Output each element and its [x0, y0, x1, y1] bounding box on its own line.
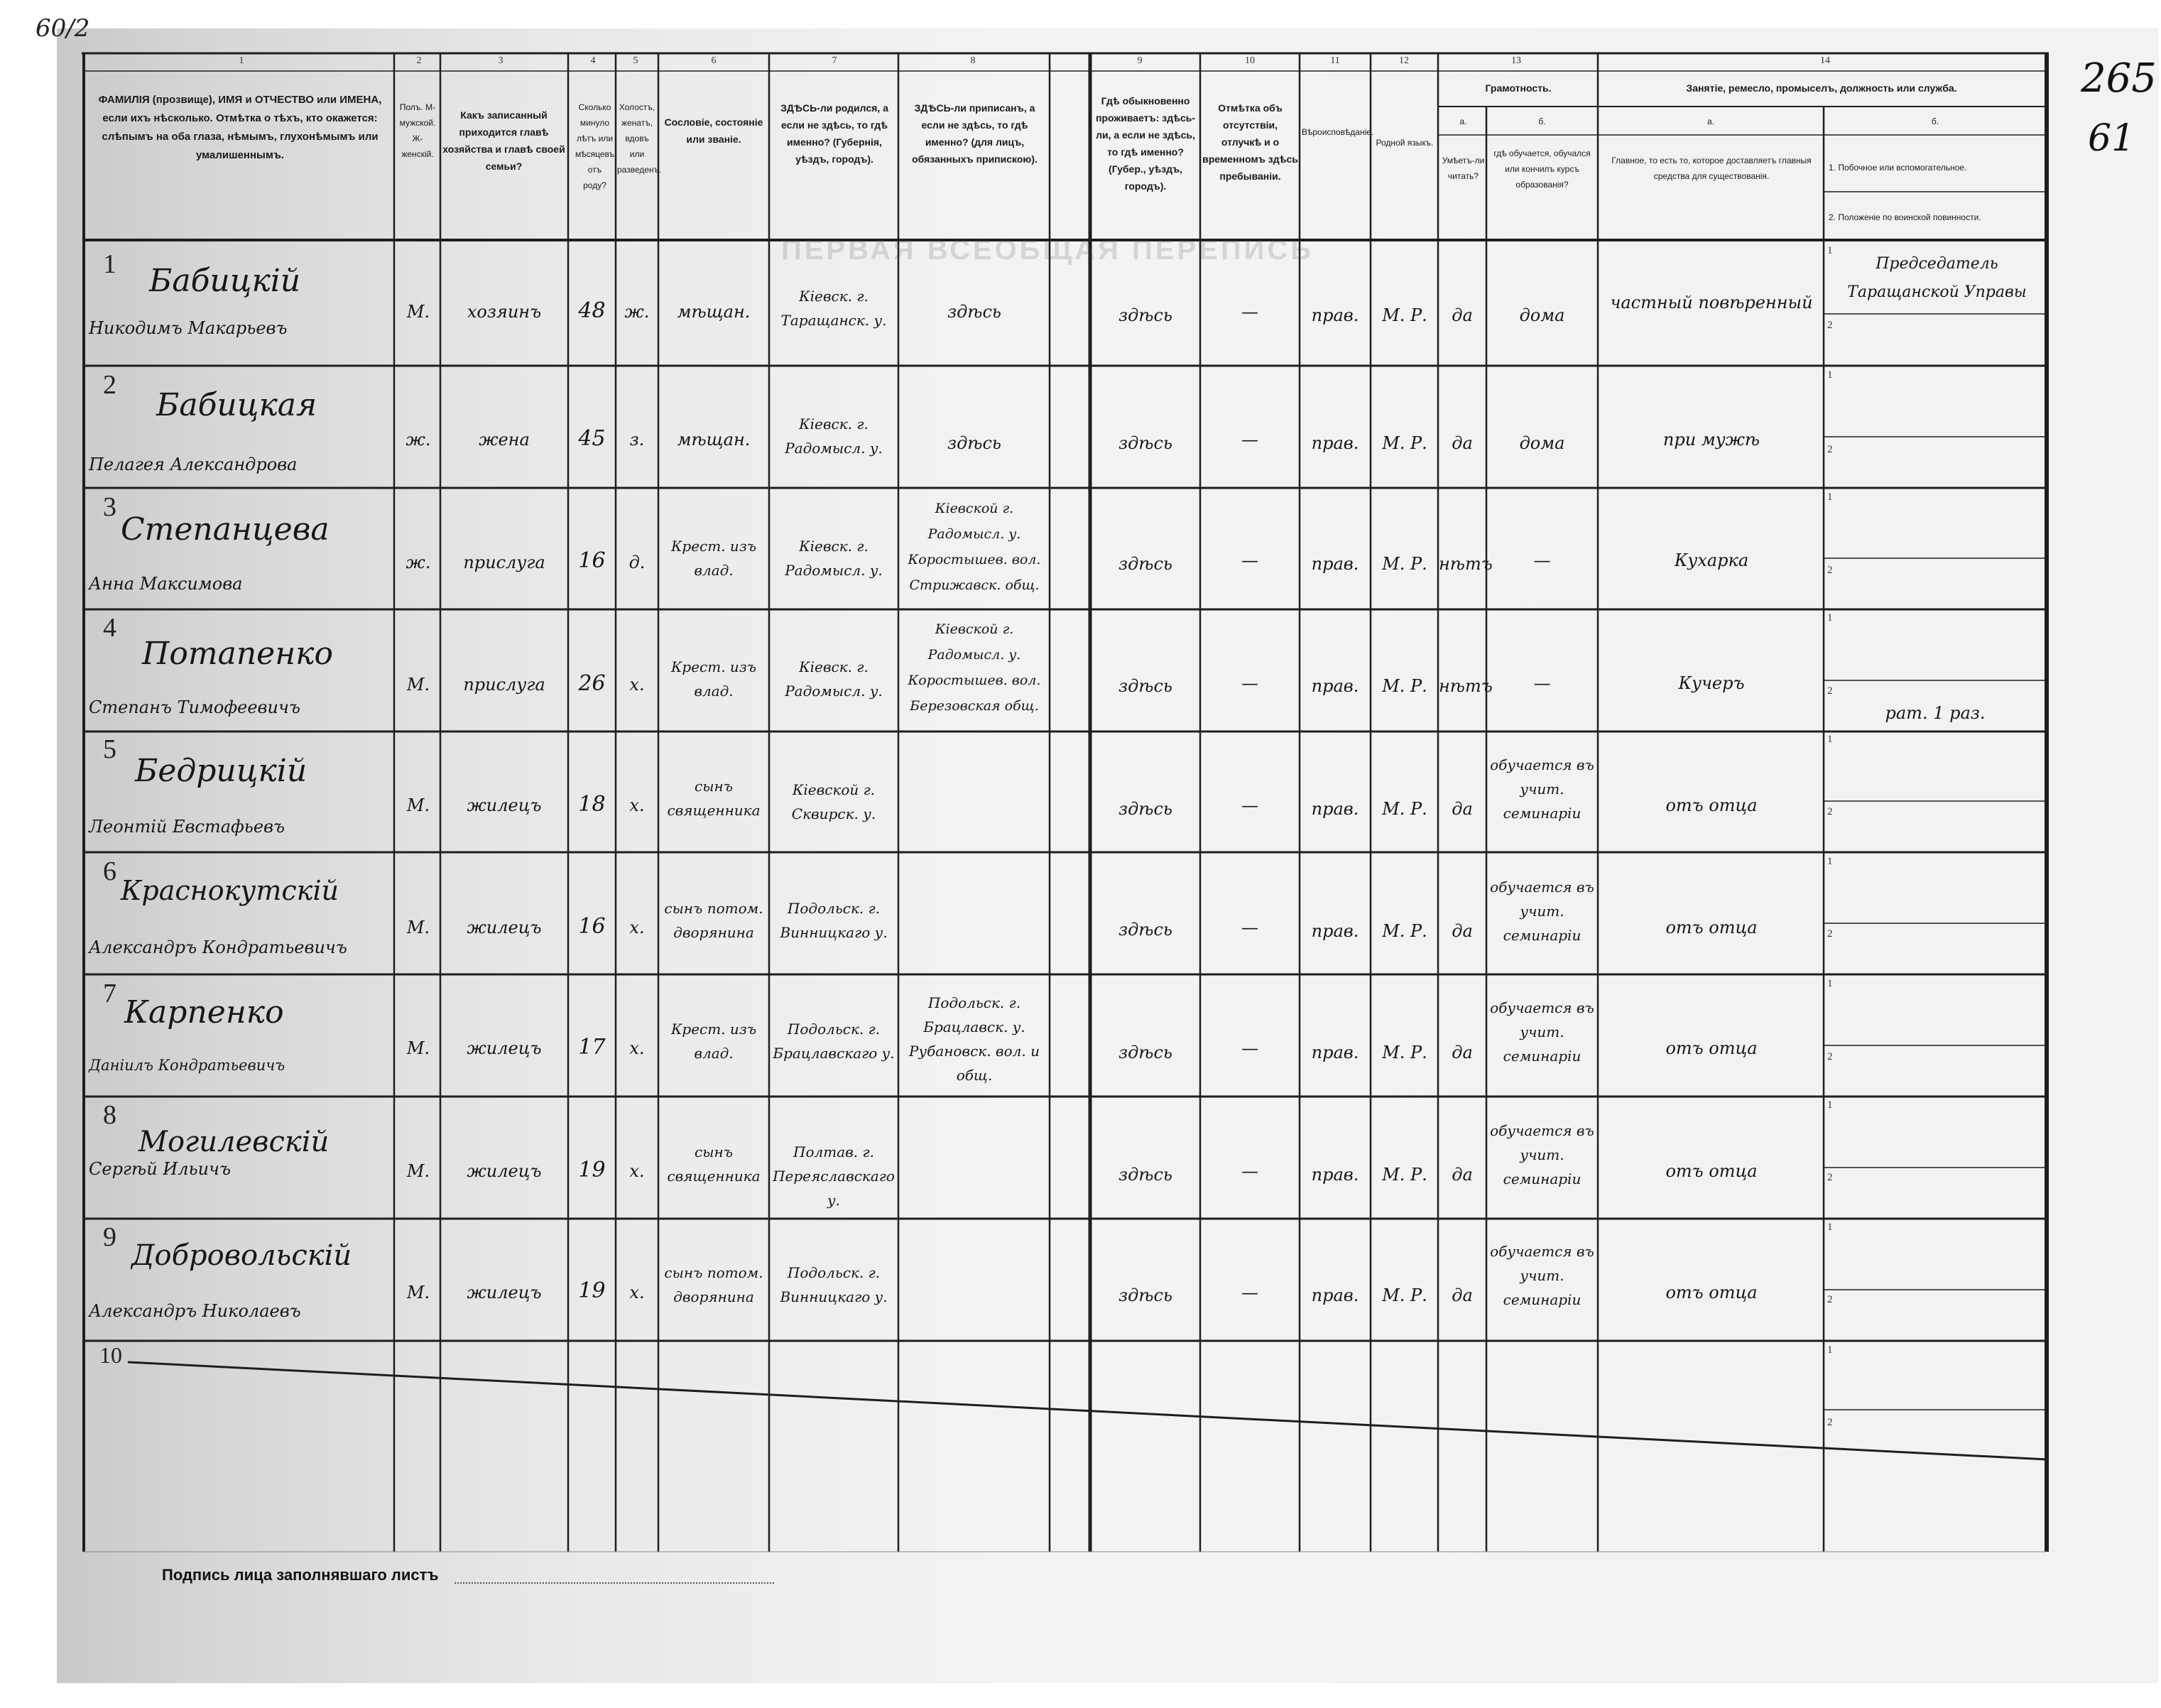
- marital: ж.: [624, 302, 650, 322]
- surname: Карпенко: [124, 994, 284, 1030]
- archive-number-bottom: 61: [2088, 117, 2135, 160]
- subrow-label-2: 2: [1827, 1051, 1833, 1062]
- age: 18: [578, 792, 606, 817]
- sex: ж.: [405, 430, 431, 450]
- subrow-label-2: 2: [1827, 806, 1833, 817]
- main-occupation: отъ отца: [1665, 1161, 1758, 1181]
- header-military-status: 2. Положеніе по воинской повинности.: [1829, 212, 1981, 222]
- row-number: 9: [103, 1222, 116, 1252]
- main-occupation: Кухарка: [1674, 550, 1749, 570]
- registration: Кіевской г. Радомысл. у. Коростышев. вол. Березовская общ.: [908, 621, 1041, 714]
- birthplace: Полтав. г. Переяславскаго у.: [773, 1143, 895, 1209]
- main-occupation: отъ отца: [1665, 1283, 1758, 1302]
- estate: мѣщан.: [677, 430, 751, 450]
- age: 26: [578, 671, 606, 696]
- literate: да: [1452, 1043, 1473, 1062]
- residence: здѣсь: [1118, 433, 1172, 453]
- col-num-6: 6: [711, 55, 717, 66]
- education: обучается въ учит. семинаріи: [1490, 1243, 1594, 1308]
- signature-label: Подпись лица заполнявшаго листъ: [162, 1566, 439, 1584]
- surname: Краснокутскій: [121, 875, 339, 906]
- surname: Бедрицкій: [135, 753, 307, 789]
- education: обучается въ учит. семинаріи: [1490, 879, 1594, 944]
- header-literacy: Грамотность.: [1485, 82, 1552, 94]
- col-num-9: 9: [1137, 55, 1143, 66]
- language: М. Р.: [1382, 676, 1427, 696]
- row-number: 2: [103, 370, 116, 400]
- estate: Крест. изъ влад.: [670, 1021, 757, 1062]
- subrow-lines: [1824, 314, 2047, 1410]
- col-num-12: 12: [1399, 55, 1409, 66]
- age: 48: [578, 298, 606, 323]
- subrow-label-1: 1: [1827, 734, 1833, 745]
- religion: прав.: [1311, 1285, 1359, 1305]
- subrow-label-1: 1: [1827, 1099, 1833, 1111]
- header-can-read: Умѣетъ-ли читать?: [1442, 156, 1485, 181]
- literate: нѣтъ: [1439, 554, 1493, 574]
- row-number: 5: [103, 734, 116, 764]
- col-num-3: 3: [498, 55, 503, 66]
- main-occupation: частный повѣренный: [1610, 293, 1813, 312]
- header-age: Сколько минуло лѣтъ или мѣсяцевъ отъ роду?: [575, 102, 614, 190]
- age: 45: [578, 426, 606, 451]
- sex: М.: [406, 302, 430, 322]
- estate: сынъ потом. дворянина: [664, 900, 763, 941]
- subrow-label-2: 2: [1827, 1172, 1833, 1183]
- main-occupation: при мужѣ: [1662, 430, 1760, 450]
- given-name: Леонтій Евстафьевъ: [89, 817, 285, 837]
- header-literacy-a-letter: а.: [1459, 116, 1467, 126]
- estate: Крест. изъ влад.: [670, 658, 757, 700]
- registration: здѣсь: [947, 433, 1001, 453]
- religion: прав.: [1311, 799, 1359, 819]
- estate: сынъ потом. дворянина: [664, 1264, 763, 1305]
- subrow-label-2: 2: [1827, 444, 1833, 455]
- surname: Потапенко: [142, 636, 333, 672]
- birthplace: Подольск. г. Винницкаго у.: [780, 900, 888, 941]
- birthplace: Кіевск. г. Таращанск. у.: [780, 288, 887, 329]
- subrow-label-2: 2: [1827, 1294, 1833, 1305]
- subrow-label-2: 2: [1827, 928, 1833, 940]
- residence: здѣсь: [1118, 920, 1172, 940]
- header-registration: ЗДѢСЬ-ли приписанъ, а если не здѣсь, то гдѣ именно? (для лицъ, обязанныхъ припискою).: [912, 102, 1038, 165]
- header-absence: Отмѣтка объ отсутствіи, отлучкѣ и о временномъ здѣсь пребываніи.: [1202, 102, 1298, 182]
- religion: прав.: [1311, 676, 1359, 696]
- header-religion: Вѣроисповѣданіе.: [1302, 127, 1374, 137]
- main-occupation: отъ отца: [1665, 795, 1758, 815]
- religion: прав.: [1311, 1043, 1359, 1062]
- estate: Крест. изъ влад.: [670, 538, 757, 579]
- secondary-occupation: Председатель Таращанской Управы: [1847, 255, 2027, 301]
- language: М. Р.: [1382, 1285, 1427, 1305]
- sex: М.: [406, 675, 430, 695]
- given-name: Даніилъ Кондратьевичъ: [89, 1057, 285, 1074]
- absence: —: [1241, 673, 1258, 693]
- relation: прислуга: [463, 553, 545, 572]
- row-number: 1: [103, 249, 116, 279]
- row-number: 3: [103, 492, 116, 522]
- age: 16: [578, 914, 606, 939]
- header-marital: Холостъ, женатъ, вдовъ или разведенъ.: [617, 102, 662, 175]
- subrow-label-2: 2: [1827, 1417, 1833, 1428]
- relation: жилецъ: [467, 1038, 542, 1058]
- marital: х.: [629, 795, 645, 815]
- marital: з.: [629, 430, 645, 450]
- col-num-2: 2: [416, 55, 422, 66]
- col-num-7: 7: [832, 55, 837, 66]
- relation: жилецъ: [467, 795, 542, 815]
- language: М. Р.: [1382, 1043, 1427, 1062]
- subrow-label-1: 1: [1827, 978, 1833, 989]
- residence: здѣсь: [1118, 1165, 1172, 1185]
- relation: прислуга: [463, 675, 545, 695]
- sex: М.: [406, 918, 430, 937]
- age: 17: [578, 1035, 606, 1060]
- main-occupation: Кучеръ: [1678, 673, 1745, 693]
- education: —: [1533, 550, 1551, 570]
- archive-number-top: 265: [2081, 55, 2157, 102]
- subrow-label-2: 2: [1827, 685, 1833, 697]
- language: М. Р.: [1382, 921, 1427, 941]
- sex: М.: [406, 1161, 430, 1181]
- header-literacy-b-letter: б.: [1538, 116, 1546, 126]
- education: дома: [1519, 305, 1565, 325]
- subrow-label-1: 1: [1827, 1222, 1833, 1233]
- marital: д.: [628, 553, 646, 572]
- sex: М.: [406, 1283, 430, 1302]
- subrow-label-1: 1: [1827, 491, 1833, 503]
- corner-note: 60/2: [36, 14, 90, 43]
- education: обучается въ учит. семинаріи: [1490, 1122, 1594, 1187]
- row-number: 10: [99, 1342, 122, 1368]
- residence: здѣсь: [1118, 1043, 1172, 1062]
- education: —: [1533, 673, 1551, 693]
- residence: здѣсь: [1118, 305, 1172, 325]
- given-name: Сергѣй Ильичъ: [89, 1159, 231, 1179]
- col-num-14: 14: [1820, 55, 1830, 66]
- absence: —: [1241, 430, 1258, 450]
- education: обучается въ учит. семинаріи: [1490, 756, 1594, 822]
- col-num-5: 5: [633, 55, 638, 66]
- absence: —: [1241, 550, 1258, 570]
- language: М. Р.: [1382, 554, 1427, 574]
- header-education: гдѣ обучается, обучался или кончилъ курсъ образованія?: [1493, 148, 1591, 190]
- marital: х.: [629, 1283, 645, 1302]
- subrow-label-1: 1: [1827, 856, 1833, 867]
- estate: мѣщан.: [677, 302, 751, 322]
- marital: х.: [629, 1038, 645, 1058]
- age: 16: [578, 548, 606, 573]
- row-number: 8: [103, 1100, 116, 1130]
- given-name: Александръ Кондратьевичъ: [89, 937, 347, 957]
- absence: —: [1241, 795, 1258, 815]
- estate: сынъ священника: [667, 1143, 761, 1185]
- row-number: 7: [103, 979, 116, 1008]
- row-10-strike: [128, 1362, 2047, 1459]
- header-relation: Какъ записанный приходится главѣ хозяйства и главѣ своей семьи?: [442, 109, 565, 172]
- header-main-occupation: Главное, то есть то, которое доставляетъ главныя средства для существованія.: [1611, 156, 1812, 181]
- language: М. Р.: [1382, 305, 1427, 325]
- marital: х.: [629, 918, 645, 937]
- col-num-10: 10: [1245, 55, 1255, 66]
- relation: хозяинъ: [467, 302, 542, 322]
- header-birthplace: ЗДѢСЬ-ли родился, а если не здѣсь, то гдѣ именно? (Губернія, уѣздъ, городъ).: [780, 102, 888, 165]
- birthplace: Подольск. г. Винницкаго у.: [780, 1264, 888, 1305]
- header-language: Родной языкъ.: [1376, 138, 1434, 148]
- subrow-label-2: 2: [1827, 320, 1833, 331]
- literate: нѣтъ: [1439, 676, 1493, 696]
- surname: Могилевскій: [138, 1126, 330, 1158]
- given-name: Александръ Николаевъ: [89, 1301, 301, 1321]
- col-num-13: 13: [1511, 55, 1521, 66]
- residence: здѣсь: [1118, 676, 1172, 696]
- col-num-4: 4: [590, 55, 596, 66]
- education: дома: [1519, 433, 1565, 453]
- residence: здѣсь: [1118, 1285, 1172, 1305]
- col-num-11: 11: [1330, 55, 1340, 66]
- relation: жилецъ: [467, 918, 542, 937]
- registration: здѣсь: [947, 302, 1001, 322]
- header-name: ФАМИЛІЯ (прозвище), ИМЯ и ОТЧЕСТВО или ИМЕНА, если ихъ нѣсколько. Отмѣтка о тѣхъ, кто окажется: слѣпымъ на оба глаза, нѣмымъ, глухонѣмымъ или умалишеннымъ.: [98, 94, 382, 161]
- row-number: 6: [103, 856, 116, 886]
- relation: жилецъ: [467, 1283, 542, 1302]
- given-name: Пелагея Александрова: [89, 455, 298, 474]
- absence: —: [1241, 302, 1258, 322]
- header-occupation: Занятіе, ремесло, промыселъ, должность или служба.: [1686, 82, 1957, 94]
- col-num-8: 8: [970, 55, 976, 66]
- header-residence: Гдѣ обыкновенно проживаетъ: здѣсь-ли, а если не здѣсь, то гдѣ именно? (Губер., уѣздъ, городъ).: [1095, 95, 1196, 192]
- age: 19: [578, 1158, 606, 1182]
- religion: прав.: [1311, 554, 1359, 574]
- marital: х.: [629, 675, 645, 695]
- signature-line: [454, 1582, 774, 1584]
- language: М. Р.: [1382, 1165, 1427, 1185]
- literate: да: [1452, 1165, 1473, 1185]
- registration: Подольск. г. Брацлавск. у. Рубановск. вол. и общ.: [909, 994, 1040, 1084]
- given-name: Анна Максимова: [89, 574, 243, 594]
- absence: —: [1241, 1038, 1258, 1058]
- birthplace: Подольск. г. Брацлавскаго у.: [773, 1021, 895, 1062]
- registration: Кіевской г. Радомысл. у. Коростышев. вол. Стрижавск. общ.: [908, 501, 1041, 593]
- header-sex: Полъ. М-мужской. Ж-женскій.: [399, 102, 436, 159]
- estate: сынъ священника: [667, 778, 761, 819]
- residence: здѣсь: [1118, 799, 1172, 819]
- literate: да: [1452, 799, 1473, 819]
- main-occupation: отъ отца: [1665, 918, 1758, 937]
- subrow-label-1: 1: [1827, 369, 1833, 381]
- literate: да: [1452, 1285, 1473, 1305]
- header-occupation-a-letter: а.: [1707, 116, 1714, 126]
- literate: да: [1452, 433, 1473, 453]
- marital: х.: [629, 1161, 645, 1181]
- absence: —: [1241, 918, 1258, 937]
- absence: —: [1241, 1161, 1258, 1181]
- given-name: Никодимъ Макарьевъ: [89, 318, 288, 338]
- given-name: Степанъ Тимофеевичъ: [89, 697, 300, 717]
- age: 19: [578, 1278, 606, 1303]
- surname: Добровольскій: [131, 1239, 352, 1272]
- birthplace: Кіевск. г. Радомысл. у.: [785, 658, 883, 700]
- faint-print-through: ПЕРВАЯ ВСЕОБЩАЯ ПЕРЕПИСЬ: [781, 234, 1314, 266]
- relation: жилецъ: [467, 1161, 542, 1181]
- birthplace: Кіевской г. Сквирск. у.: [791, 781, 876, 822]
- subrow-label-1: 1: [1827, 612, 1833, 624]
- military-status: рат. 1 раз.: [1885, 703, 1986, 723]
- absence: —: [1241, 1283, 1258, 1302]
- subrow-label-1: 1: [1827, 1344, 1833, 1356]
- education: обучается въ учит. семинаріи: [1490, 999, 1594, 1065]
- row-number: 4: [103, 613, 116, 643]
- religion: прав.: [1311, 1165, 1359, 1185]
- sex: ж.: [405, 553, 431, 572]
- header-secondary-occupation: 1. Побочное или вспомогательное.: [1829, 163, 1967, 173]
- row-lines: [84, 366, 2047, 1341]
- relation: жена: [479, 430, 530, 450]
- residence: здѣсь: [1118, 554, 1172, 574]
- sex: М.: [406, 1038, 430, 1058]
- col-num-1: 1: [239, 55, 244, 66]
- religion: прав.: [1311, 305, 1359, 325]
- main-occupation: отъ отца: [1665, 1038, 1758, 1058]
- surname: Бабицкій: [149, 263, 301, 299]
- language: М. Р.: [1382, 799, 1427, 819]
- birthplace: Кіевск. г. Радомысл. у.: [785, 538, 883, 579]
- language: М. Р.: [1382, 433, 1427, 453]
- literate: да: [1452, 305, 1473, 325]
- surname: Степанцева: [121, 511, 330, 548]
- header-estate: Сословіе, состояніе или званіе.: [664, 116, 763, 145]
- subrow-label-1: 1: [1827, 245, 1833, 256]
- header-occupation-b-letter: б.: [1931, 116, 1939, 126]
- religion: прав.: [1311, 921, 1359, 941]
- literate: да: [1452, 921, 1473, 941]
- sex: М.: [406, 795, 430, 815]
- subrow-label-2: 2: [1827, 565, 1833, 576]
- birthplace: Кіевск. г. Радомысл. у.: [785, 415, 883, 457]
- surname: Бабицкая: [156, 387, 317, 423]
- religion: прав.: [1311, 433, 1359, 453]
